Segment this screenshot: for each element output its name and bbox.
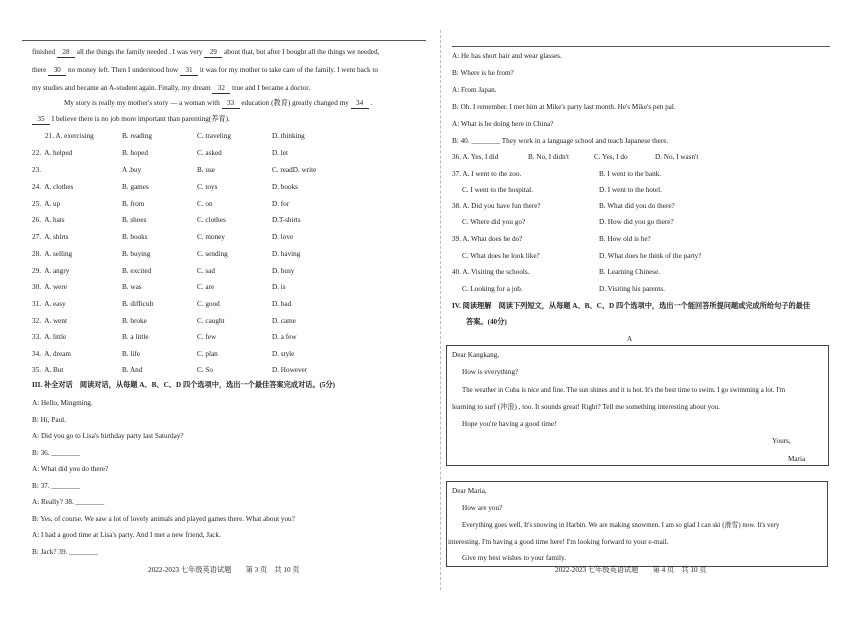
opt-a: A. little xyxy=(44,333,67,341)
opt-d: D. let xyxy=(272,149,288,157)
opt-a: A. exercising xyxy=(55,132,94,140)
q-num: 24. xyxy=(32,183,41,191)
opt-b: B. hoped xyxy=(122,149,148,157)
opt-b: B. reading xyxy=(122,132,152,140)
opt-37-b: B. I went to the bank. xyxy=(599,170,662,178)
dialogue-line: B: Where is he from? xyxy=(452,69,514,77)
dialogue-line: A: I had a good time at Lisa's party. And I met a new friend, Jack. xyxy=(32,531,221,539)
section-4-title: IV. 阅读理解 阅读下列短文，从每题 A、B、C、D 四个选项中，选出一个能回答所提问题或完成所给句子的最佳 xyxy=(452,302,811,310)
q-num: 30. xyxy=(32,283,41,291)
dialogue-line: B: 40. ________ They work in a language school and teach Japanese there. xyxy=(452,137,669,145)
opt-c: C. toys xyxy=(197,183,218,191)
opt-37-c: C. I went to the hospital. xyxy=(462,186,533,194)
letter2-line: How are you? xyxy=(462,504,503,512)
opt-c: C. So xyxy=(197,366,213,374)
opt-a: A. clothes xyxy=(44,183,74,191)
opt-c: C. asked xyxy=(197,149,222,157)
opt-a: A. up xyxy=(44,200,61,208)
option-row-25 xyxy=(32,200,60,209)
q-num: 34. xyxy=(32,350,41,358)
text: My story is really my mother's story — a woman with xyxy=(64,99,222,107)
opt-d: D. thinking xyxy=(272,132,305,140)
opt-c: C. few xyxy=(197,333,217,341)
text: it was for my mother to take care of the family. I went back to xyxy=(198,66,378,74)
q-num: 27. xyxy=(32,233,41,241)
opt-a: A. angry xyxy=(44,267,70,275)
para-line-5 xyxy=(32,115,230,125)
text: . xyxy=(368,99,373,107)
opt-d: D. a few xyxy=(272,333,297,341)
dialogue-line: B: Hi, Paul. xyxy=(32,416,66,424)
opt-39-a: 39. A. What does he do? xyxy=(452,235,523,243)
blank-34: 34 xyxy=(351,99,369,109)
text: my studies and became an A-student again. Finally, my dream xyxy=(32,84,213,92)
option-row-33 xyxy=(32,333,66,342)
opt-b: B. use xyxy=(197,166,215,174)
opt-b: B. games xyxy=(122,183,149,191)
opt-d: D. love xyxy=(272,233,294,241)
option-row-22 xyxy=(32,149,72,158)
option-row-29 xyxy=(32,267,69,276)
dialogue-line: B: 36. ________ xyxy=(32,449,81,457)
text: I believe there is no job more important than parenting(养育). xyxy=(50,115,230,123)
opt-36-a: 36. A. Yes, I did xyxy=(452,153,499,161)
opt-a: A. went xyxy=(44,317,67,325)
dialogue-line: A: What is he doing here in China? xyxy=(452,120,554,128)
opt-36-d: D. No, I wasn't xyxy=(655,153,699,161)
opt-a: A. shirts xyxy=(44,233,69,241)
right-top-rule xyxy=(452,46,830,47)
opt-38-c: C. Where did you go? xyxy=(462,218,526,226)
opt-a: A. hats xyxy=(44,216,65,224)
opt-b: B. shoes xyxy=(122,216,147,224)
text: finished xyxy=(32,48,57,56)
opt-36-c: C. Yes, I do xyxy=(594,153,628,161)
page-footer-right: 2022-2023 七年级英语试题 第 4 页 共 10 页 xyxy=(555,566,707,574)
opt-38-b: B. What did you do there? xyxy=(599,202,675,210)
opt-d: D. came xyxy=(272,317,296,325)
dialogue-line: A: From Japan. xyxy=(452,86,497,94)
opt-c: C. are xyxy=(197,283,215,291)
opt-d: D. is xyxy=(272,283,286,291)
opt-c: C. clothes xyxy=(197,216,226,224)
blank-28: 28 xyxy=(57,48,75,58)
opt-40-a: 40. A. Visiting the schools. xyxy=(452,268,530,276)
opt-b: B. books xyxy=(122,233,148,241)
opt-c: C. money xyxy=(197,233,225,241)
dialogue-line: A: What did you do there? xyxy=(32,465,109,473)
q-num: 26. xyxy=(32,216,41,224)
opt-c: C. on xyxy=(197,200,213,208)
opt-c: C. traveling xyxy=(197,132,231,140)
letter2-greeting: Dear Maria, xyxy=(452,487,487,495)
q-num: 21. xyxy=(45,132,54,140)
blank-33: 33 xyxy=(222,99,240,109)
option-row-21 xyxy=(45,132,94,141)
letter2-line: interesting. I'm having a good time here! I'm looking forward to your e-mail. xyxy=(448,538,669,546)
text: education (教育) greatly changed my xyxy=(239,99,351,107)
opt-a: A. helped xyxy=(44,149,73,157)
opt-d: D. having xyxy=(272,250,301,258)
q-num: 23. xyxy=(32,166,41,174)
opt-a: A. were xyxy=(44,283,67,291)
opt-b: B. was xyxy=(122,283,142,291)
opt-b: B. buying xyxy=(122,250,151,258)
blank-30: 30 xyxy=(48,66,66,76)
option-row-34 xyxy=(32,350,71,359)
letter1-name: Maria xyxy=(788,455,806,463)
blank-29: 29 xyxy=(204,48,222,58)
letter1-line: Hope you're having a good time! xyxy=(462,420,557,428)
opt-d: D.T-shirts xyxy=(272,216,301,224)
text: true and I became a doctor. xyxy=(230,84,310,92)
opt-40-b: B. Learning Chinese. xyxy=(599,268,661,276)
para-line-1 xyxy=(32,48,379,58)
opt-b: B. life xyxy=(122,350,140,358)
passage-label: A xyxy=(627,335,633,343)
dialogue-line: B: Jack? 39. ________ xyxy=(32,548,98,556)
opt-d: D. busy xyxy=(272,267,295,275)
opt-cd: C. readD. write xyxy=(272,166,317,174)
q-num: 29. xyxy=(32,267,41,275)
opt-b: B. And xyxy=(122,366,143,374)
opt-37-a: 37. A. I went to the zoo. xyxy=(452,170,522,178)
option-row-27 xyxy=(32,233,69,242)
opt-b: B. from xyxy=(122,200,145,208)
q-num: 22. xyxy=(32,149,41,157)
opt-d: D. However xyxy=(272,366,308,374)
opt-a: A. dream xyxy=(44,350,71,358)
blank-32: 32 xyxy=(212,84,230,94)
letter2-line: Give my best wishes to your family. xyxy=(462,554,566,562)
opt-a: A. But xyxy=(44,366,64,374)
opt-40-c: C. Looking for a job. xyxy=(462,285,523,293)
opt-a: A. easy xyxy=(44,300,66,308)
option-row-23 xyxy=(32,166,41,175)
para-line-4 xyxy=(64,99,372,109)
opt-b: B. difficult xyxy=(122,300,154,308)
dialogue-line: B: Oh. I remember. I met him at Mike's party last month. He's Mike's pen pal. xyxy=(452,103,676,111)
opt-38-d: D. How did you go there? xyxy=(599,218,674,226)
dialogue-line: A: Really? 38. ________ xyxy=(32,498,105,506)
letter1-line: How is everything? xyxy=(462,368,519,376)
text: all the things the family needed . I was very xyxy=(74,48,205,56)
option-row-28 xyxy=(32,250,72,259)
q-num: 32. xyxy=(32,317,41,325)
section-4-title-cont: 答案。(40分) xyxy=(466,318,507,326)
option-row-30 xyxy=(32,283,67,292)
dialogue-line: A: Did you go to Lisa's birthday party last Saturday? xyxy=(32,432,184,440)
opt-c: C. sending xyxy=(197,250,228,258)
opt-39-b: B. How old is he? xyxy=(599,235,651,243)
dialogue-line: A: Hello, Mingming. xyxy=(32,399,93,407)
page-footer-left: 2022-2023 七年级英语试题 第 3 页 共 10 页 xyxy=(148,566,300,574)
letter1-line: learning to surf (冲浪) , too. It sounds great! Right? Tell me something interesting about you. xyxy=(452,403,721,411)
opt-c: C. plan xyxy=(197,350,218,358)
para-line-3 xyxy=(32,84,310,94)
dialogue-line: A: He has short hair and wear glasses. xyxy=(452,52,562,60)
option-row-31 xyxy=(32,300,66,309)
blank-35: 35 xyxy=(32,115,50,125)
opt-d: D. for xyxy=(272,200,290,208)
opt-40-d: D. Visiting his parents. xyxy=(599,285,665,293)
text: about that, but after I bought all the things we needed, xyxy=(222,48,380,56)
opt-c: C. sad xyxy=(197,267,215,275)
letter1-greeting: Dear Kangkang, xyxy=(452,351,500,359)
section-3-title: III. 补全对话 阅读对话，从每题 A、B、C、D 四个选项中，选出一个最佳答案完成对话。(5分) xyxy=(32,381,336,389)
opt-d: D. books xyxy=(272,183,298,191)
q-num: 25. xyxy=(32,200,41,208)
left-top-rule xyxy=(22,40,426,41)
opt-39-d: D. What does he think of the party? xyxy=(599,252,702,260)
opt-b: B. a little xyxy=(122,333,149,341)
q-num: 28. xyxy=(32,250,41,258)
opt-d: D. style xyxy=(272,350,295,358)
q-num: 31. xyxy=(32,300,41,308)
text: there xyxy=(32,66,49,74)
center-fold-line xyxy=(440,30,441,590)
letter2-line: Everything goes well. It's snowing in Harbin. We are making snowmen. I am so glad I can ski (滑雪) now. It's very xyxy=(462,522,780,529)
opt-b: B. excited xyxy=(122,267,152,275)
blank-31: 31 xyxy=(180,66,198,76)
opt-37-d: D. I went to the hotel. xyxy=(599,186,662,194)
letter1-line: The weather in Cuba is nice and fine. The sun shines and it is hot. It's the best time to swim. I go swimming a lot. I'm xyxy=(462,387,786,394)
opt-36-b: B. No, I didn't xyxy=(528,153,570,161)
option-row-24 xyxy=(32,183,73,192)
opt-39-c: C. What does he look like? xyxy=(462,252,540,260)
opt-c: C. good xyxy=(197,300,220,308)
q-num: 35. xyxy=(32,366,41,374)
text: no money left. Then I understood how xyxy=(66,66,181,74)
dialogue-line: B: Yes, of course. We saw a lot of lovely animals and played games there. What about you? xyxy=(32,515,295,523)
dialogue-line: B: 37. ________ xyxy=(32,482,81,490)
option-row-26 xyxy=(32,216,65,225)
opt-d: D. bad xyxy=(272,300,292,308)
opt-b: B. broke xyxy=(122,317,147,325)
opt-a: A .buy xyxy=(122,166,142,174)
opt-a: A. selling xyxy=(44,250,73,258)
opt-38-a: 38. A. Did you have fun there? xyxy=(452,202,541,210)
option-row-32 xyxy=(32,317,67,326)
q-num: 33. xyxy=(32,333,41,341)
para-line-2 xyxy=(32,66,378,76)
option-row-35 xyxy=(32,366,63,375)
letter1-sign: Yours, xyxy=(772,437,791,445)
opt-c: C. caught xyxy=(197,317,225,325)
